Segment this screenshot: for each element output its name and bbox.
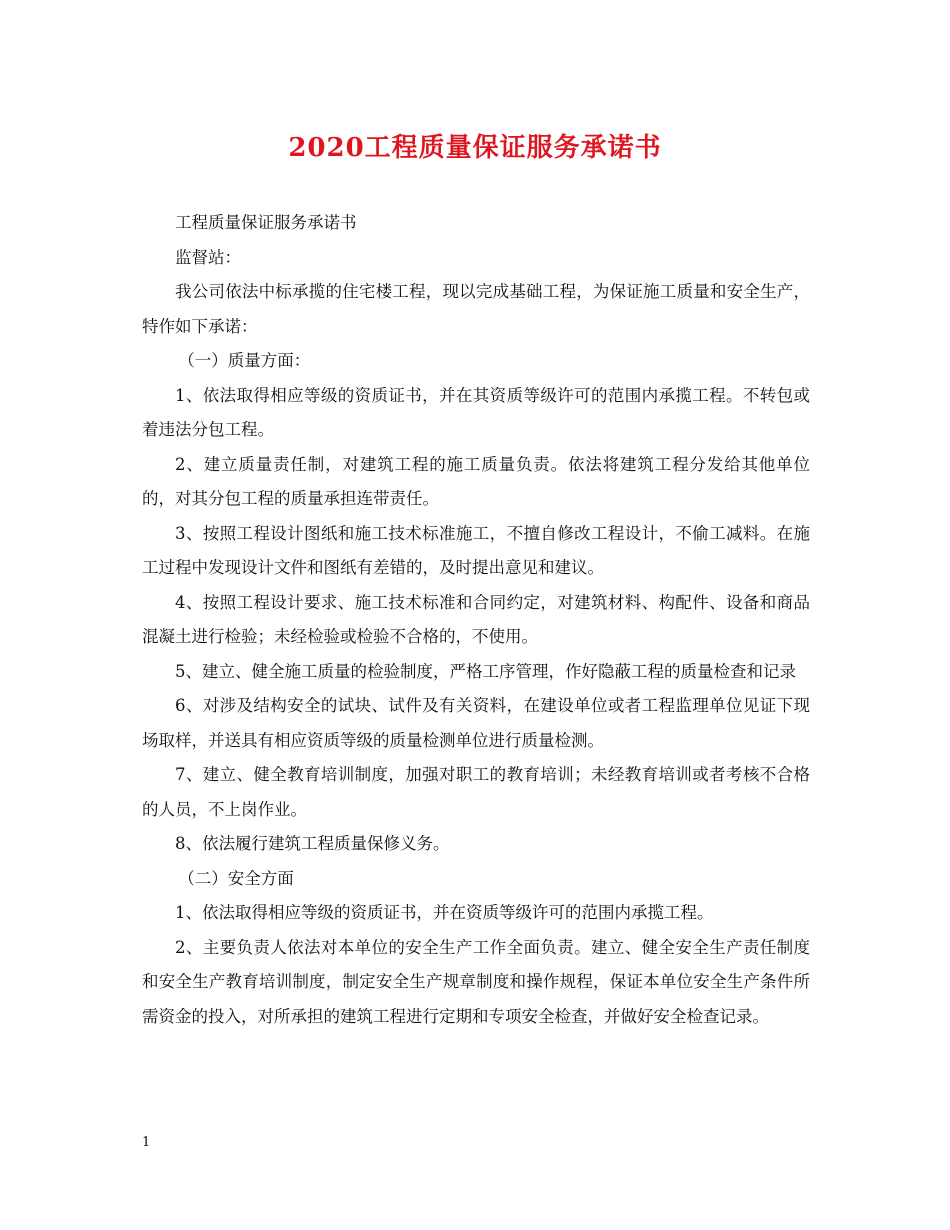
page-number: 1 bbox=[142, 1135, 151, 1150]
section-heading-safety: （二）安全方面 bbox=[178, 868, 294, 888]
document-body bbox=[142, 206, 810, 1034]
quality-item-6: 6、对涉及结构安全的试块、试件及有关资料，在建设单位或者工程监理单位见证下现场取样，并送具有相应资质等级的质量检测单位进行质量检测。 bbox=[142, 696, 810, 750]
quality-item-3: 3、按照工程设计图纸和施工技术标准施工，不擅自修改工程设计，不偷工减料。在施工过程中发现设计文件和图纸有差错的，及时提出意见和建议。 bbox=[142, 523, 810, 577]
section-heading-quality: （一）质量方面： bbox=[178, 351, 311, 370]
quality-item-7: 7、建立、健全教育培训制度，加强对职工的教育培训；未经教育培训或者考核不合格的人员，不上岗作业。 bbox=[142, 765, 810, 819]
safety-item-1: 1、依法取得相应等级的资质证书，并在资质等级许可的范围内承揽工程。 bbox=[175, 903, 714, 922]
quality-item-5: 5、建立、健全施工质量的检验制度，严格工序管理，作好隐蔽工程的质量检查和记录 bbox=[175, 661, 796, 681]
quality-item-4: 4、按照工程设计要求、施工技术标准和合同约定，对建筑材料、构配件、设备和商品混凝土进行检验；未经检验或检验不合格的，不使用。 bbox=[142, 592, 810, 646]
safety-item-2: 2、主要负责人依法对本单位的安全生产工作全面负责。建立、健全安全生产责任制度和安全生产教育培训制度，制定安全生产规章制度和操作规程，保证本单位安全生产条件所需资金的投入，对所承担的建筑工程进行定期和专项安全检查，并做好安全检查记录。 bbox=[142, 937, 810, 1026]
paragraph-subtitle: 工程质量保证服务承诺书 bbox=[175, 213, 357, 232]
quality-item-2: 2、建立质量责任制，对建筑工程的施工质量负责。依法将建筑工程分发给其他单位的，对其分包工程的质量承担连带责任。 bbox=[142, 454, 810, 508]
document-title: 2020工程质量保证服务承诺书 bbox=[288, 133, 662, 163]
paragraph-intro: 我公司依法中标承揽的住宅楼工程，现以完成基础工程，为保证施工质量和安全生产，特作如下承诺： bbox=[142, 282, 810, 336]
paragraph-addressee: 监督站： bbox=[175, 247, 241, 267]
quality-item-1: 1、依法取得相应等级的资质证书，并在其资质等级许可的范围内承揽工程。不转包或着违法分包工程。 bbox=[142, 385, 810, 439]
quality-item-8: 8、依法履行建筑工程质量保修义务。 bbox=[175, 834, 450, 853]
